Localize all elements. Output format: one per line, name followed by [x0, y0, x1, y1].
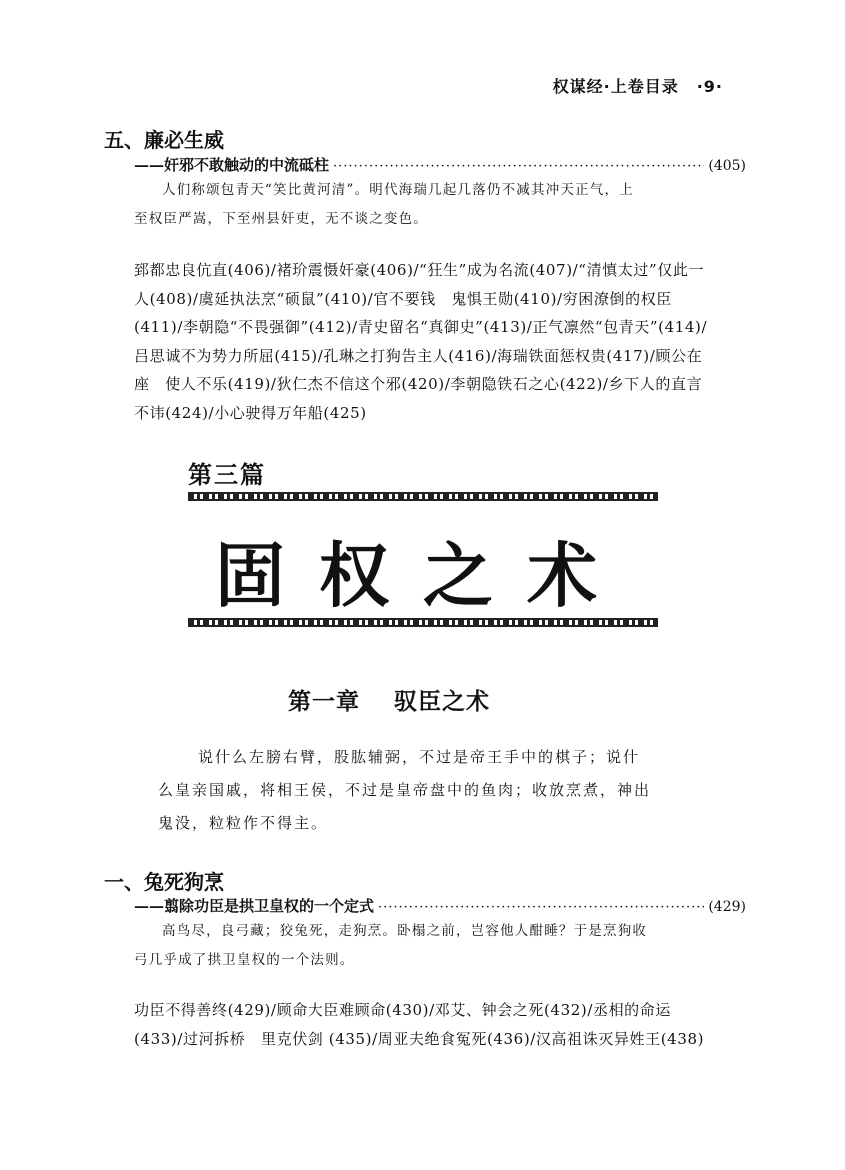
toc-entry-page: (429)	[708, 899, 746, 915]
part-title: 固权之术	[215, 534, 631, 617]
running-header	[553, 74, 723, 97]
section-title: 一、兔死狗烹	[104, 870, 224, 894]
story-list-line: 吕思诚不为势力所屈(415)/孔琳之打狗告主人(416)/海瑞铁面惩权贵(417)/顾公在	[134, 346, 703, 365]
story-list	[134, 256, 754, 427]
intro-line: 说什么左膀右臂，股肱辅弼，不过是帝王手中的棋子；说什	[198, 748, 641, 766]
section-summary	[134, 176, 734, 234]
intro-line: 么皇亲国戚，将相王侯，不过是皇帝盘中的鱼肉；收放烹煮，神出	[158, 781, 652, 799]
summary-line: 弓几乎成了拱卫皇权的一个法则。	[134, 952, 355, 968]
ornament-border-top	[188, 492, 658, 501]
chapter-intro	[158, 741, 718, 840]
story-list	[134, 996, 754, 1053]
toc-entry-label: 翦除功臣是拱卫皇权的一个定式	[164, 897, 375, 915]
leader-dots	[333, 159, 704, 174]
story-list-line: 不讳(424)/小心驶得万年船(425)	[134, 403, 367, 422]
section-title: 五、廉必生威	[104, 128, 224, 152]
toc-entry-page: (405)	[708, 158, 746, 174]
story-list-line: (433)/过河拆桥 里克伏剑 (435)/周亚夫绝食冤死(436)/汉高祖诛灭异姓王(438)	[134, 1029, 705, 1048]
summary-line: 人们称颂包青天“笑比黄河清”。明代海瑞几起几落仍不减其冲天正气，上	[162, 182, 634, 198]
toc-dash: ——	[134, 897, 164, 915]
summary-line: 至权臣严嵩，下至州县奸吏，无不谈之变色。	[134, 211, 428, 227]
toc-entry[interactable]	[134, 154, 746, 175]
story-list-line: (411)/李朝隐“不畏强御”(412)/青史留名“真御史”(413)/正气凛然“包青天”(414)/	[134, 318, 708, 336]
running-title: 权谋经·上卷目录	[552, 77, 679, 96]
leader-dots	[378, 900, 704, 915]
toc-dash: ——	[134, 156, 164, 174]
story-list-line: 功臣不得善终(429)/顾命大臣难顾命(430)/邓艾、钟会之死(432)/丞相的命运	[134, 1001, 671, 1019]
part-label: 第三篇	[188, 461, 266, 489]
chapter-number: 第一章	[288, 689, 360, 715]
story-list-line: 郅都忠良伉直(406)/褚玠震慑奸豪(406)/“狂生”成为名流(407)/“清慎太过”仅此一	[134, 261, 705, 279]
page-number: ·9·	[696, 77, 723, 96]
story-list-line: 人(408)/虞延执法烹“硕鼠”(410)/官不要钱 鬼惧王勋(410)/穷困潦倒的权臣	[134, 289, 672, 308]
intro-line: 鬼没，粒粒作不得主。	[158, 814, 329, 832]
toc-entry[interactable]	[134, 895, 746, 916]
summary-line: 高鸟尽，良弓藏；狡兔死，走狗烹。卧榻之前，岂容他人酣睡？于是烹狗收	[162, 923, 648, 939]
toc-entry-label: 奸邪不敢触动的中流砥柱	[164, 156, 330, 174]
ornament-border-bottom	[188, 618, 658, 627]
story-list-line: 座 使人不乐(419)/狄仁杰不信这个邪(420)/李朝隐铁石之心(422)/乡下人的直言	[134, 375, 703, 393]
section-summary	[134, 917, 734, 975]
chapter-heading	[288, 683, 490, 716]
chapter-title: 驭臣之术	[394, 689, 490, 715]
